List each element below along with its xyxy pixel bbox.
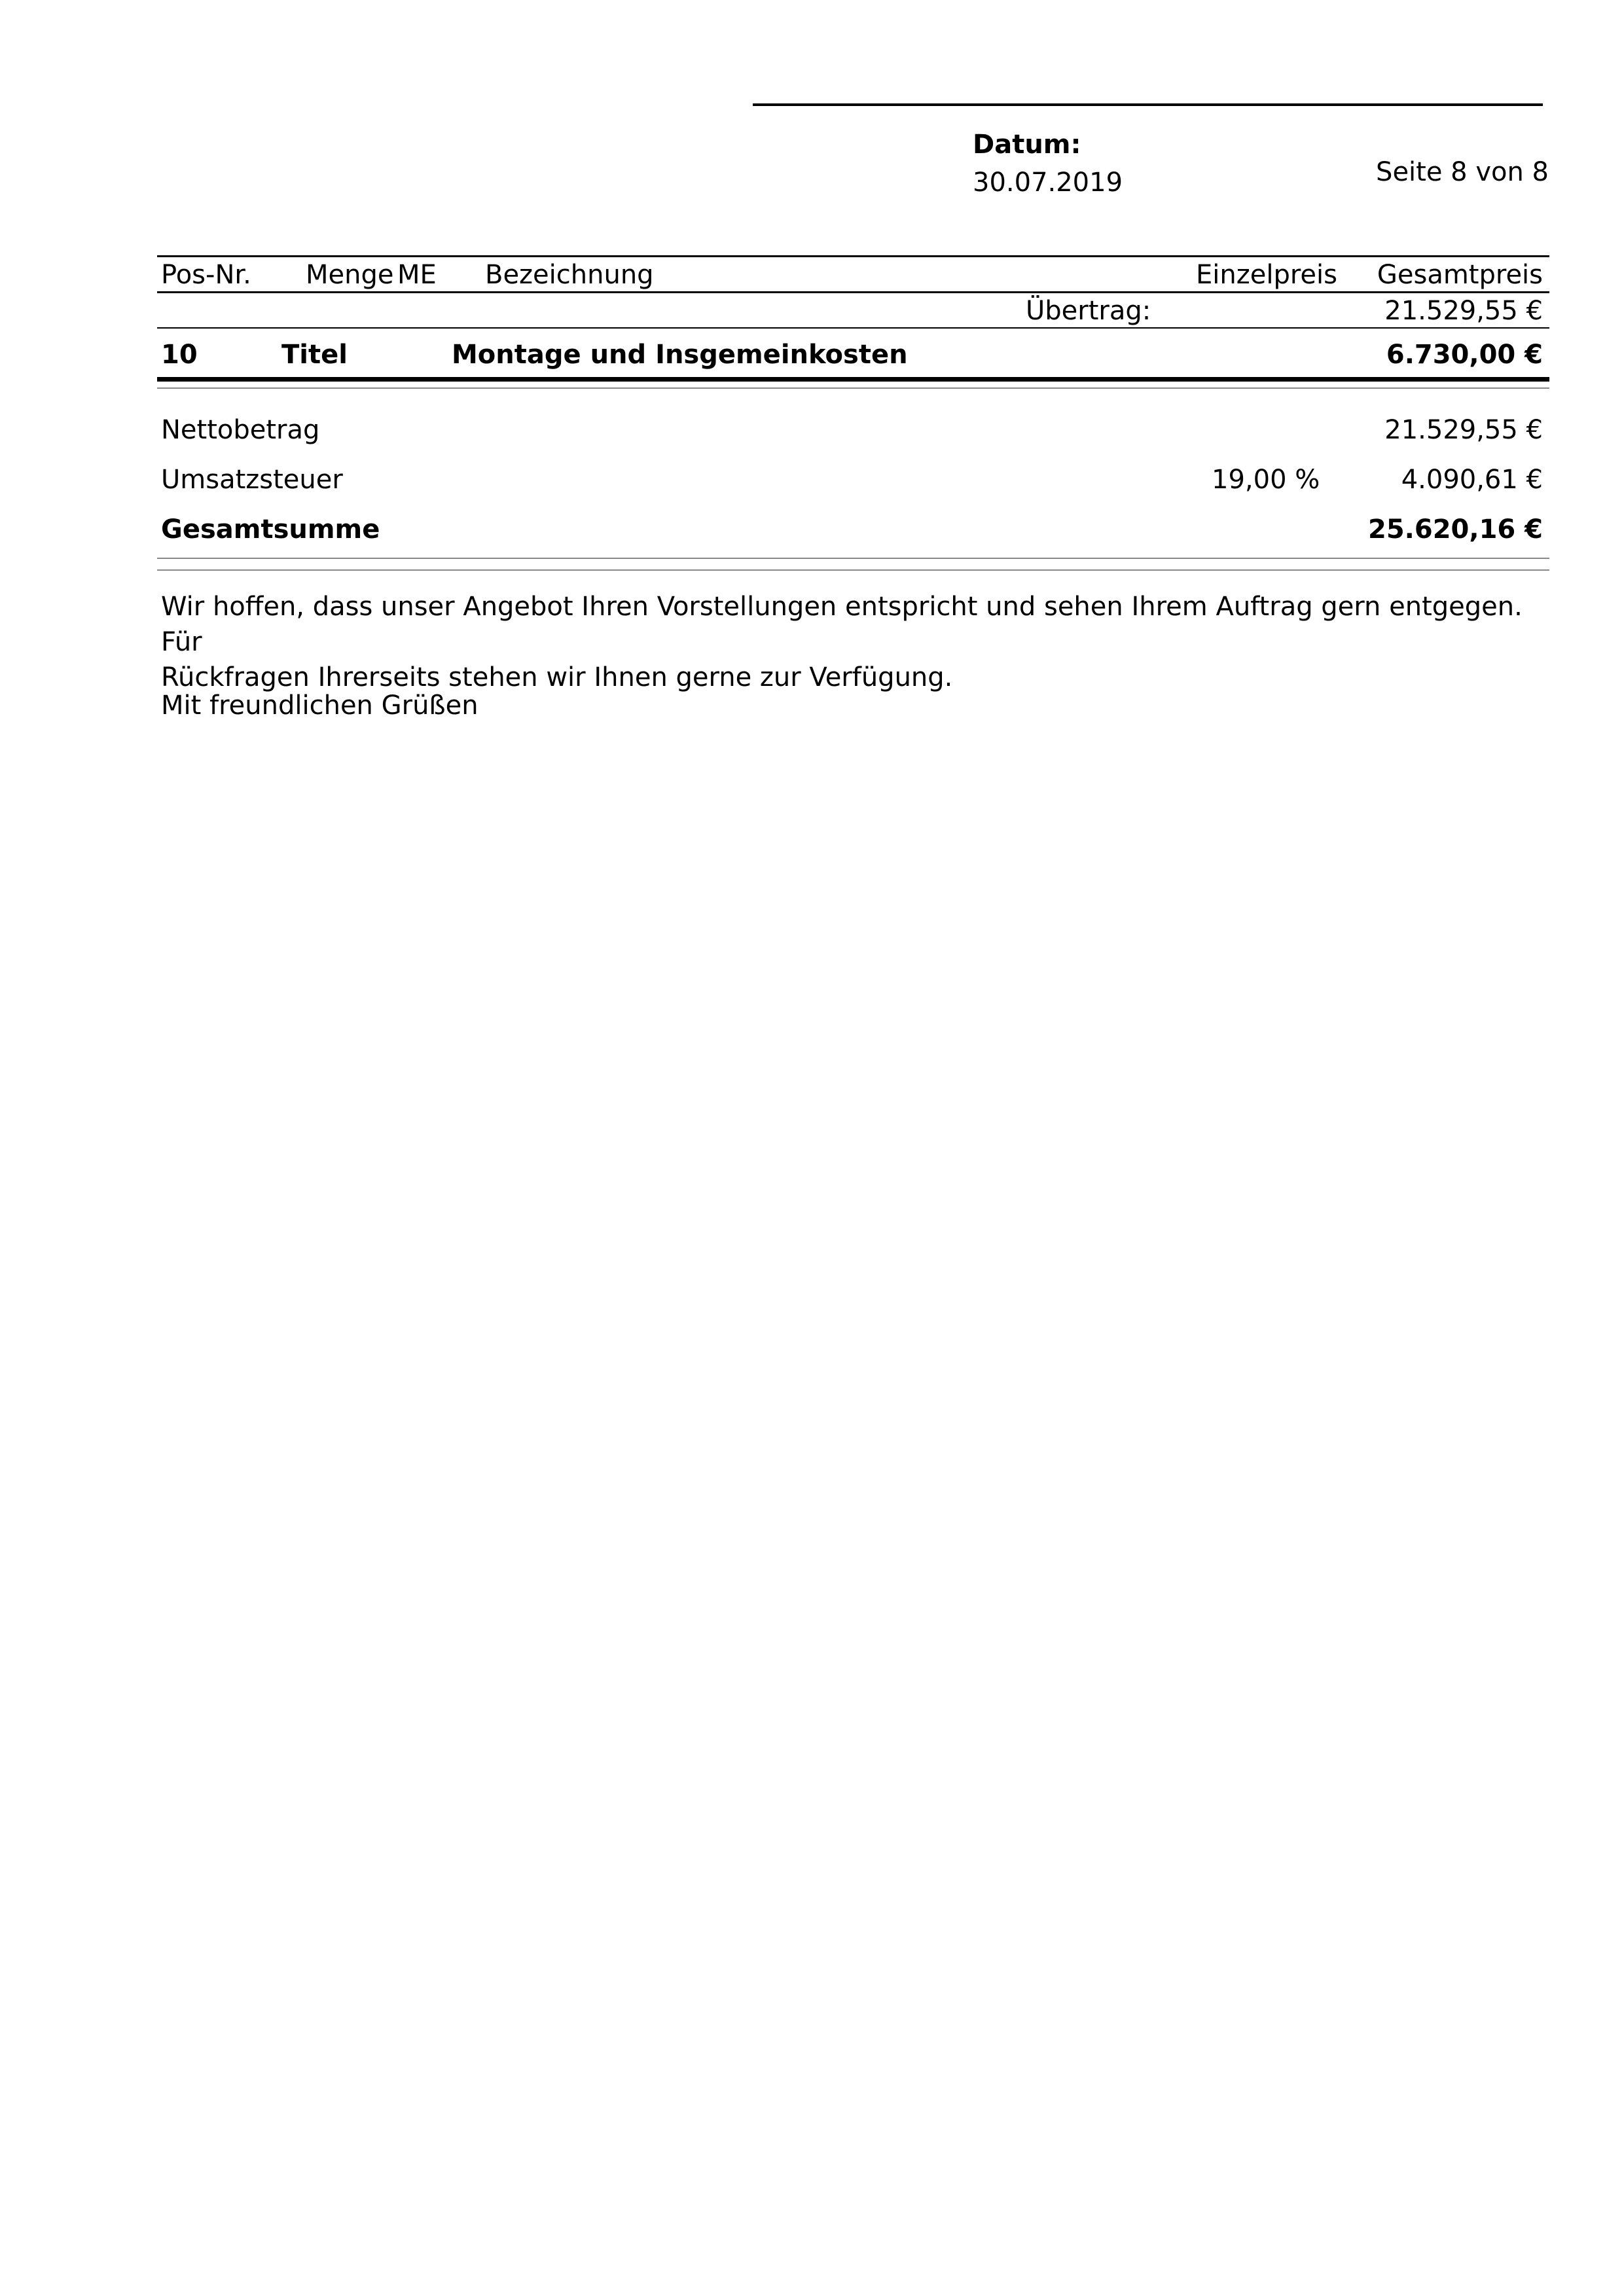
column-header-gesamtpreis: Gesamtpreis (1377, 260, 1543, 290)
net-value: 21.529,55 € (1384, 415, 1543, 445)
carryover-label: Übertrag: (1026, 296, 1151, 326)
table-top-rule (157, 255, 1549, 257)
column-header-menge: Menge (306, 260, 394, 290)
column-header-pos: Pos-Nr. (161, 260, 251, 290)
date-label: Datum: (973, 130, 1081, 160)
title-row-description: Montage und Insgemeinkosten (452, 340, 908, 370)
total-label: Gesamtsumme (161, 514, 380, 545)
closing-greeting: Mit freundlichen Grüßen (161, 691, 478, 721)
page-number: Seite 8 von 8 (1376, 157, 1549, 187)
title-row-type: Titel (281, 340, 348, 370)
vat-label: Umsatzsteuer (161, 465, 343, 495)
net-label: Nettobetrag (161, 415, 320, 445)
title-row-total: 6.730,00 € (1386, 340, 1543, 370)
date-value: 30.07.2019 (973, 168, 1123, 198)
title-row-rule-thick (157, 377, 1549, 382)
vat-rate: 19,00 % (1212, 465, 1320, 495)
column-header-bezeichnung: Bezeichnung (485, 260, 654, 290)
carryover-rule (157, 327, 1549, 329)
title-row-rule-thin (157, 387, 1549, 389)
column-header-einzelpreis: Einzelpreis (1196, 260, 1337, 290)
total-value: 25.620,16 € (1368, 514, 1543, 545)
closing-paragraph-line-2: Rückfragen Ihrerseits stehen wir Ihnen gerne zur Verfügung. (161, 662, 953, 692)
summary-rule-1 (157, 558, 1549, 559)
title-row-pos: 10 (161, 340, 198, 370)
summary-rule-2 (157, 569, 1549, 571)
carryover-value: 21.529,55 € (1384, 296, 1543, 326)
closing-paragraph-line-1: Wir hoffen, dass unser Angebot Ihren Vorstellungen entspricht und sehen Ihrem Auftrag gern entgegen. Für (161, 592, 1523, 657)
header-rule (753, 103, 1543, 106)
vat-value: 4.090,61 € (1401, 465, 1543, 495)
column-header-me: ME (397, 260, 437, 290)
table-header-rule (157, 291, 1549, 293)
closing-paragraph (161, 589, 1549, 695)
